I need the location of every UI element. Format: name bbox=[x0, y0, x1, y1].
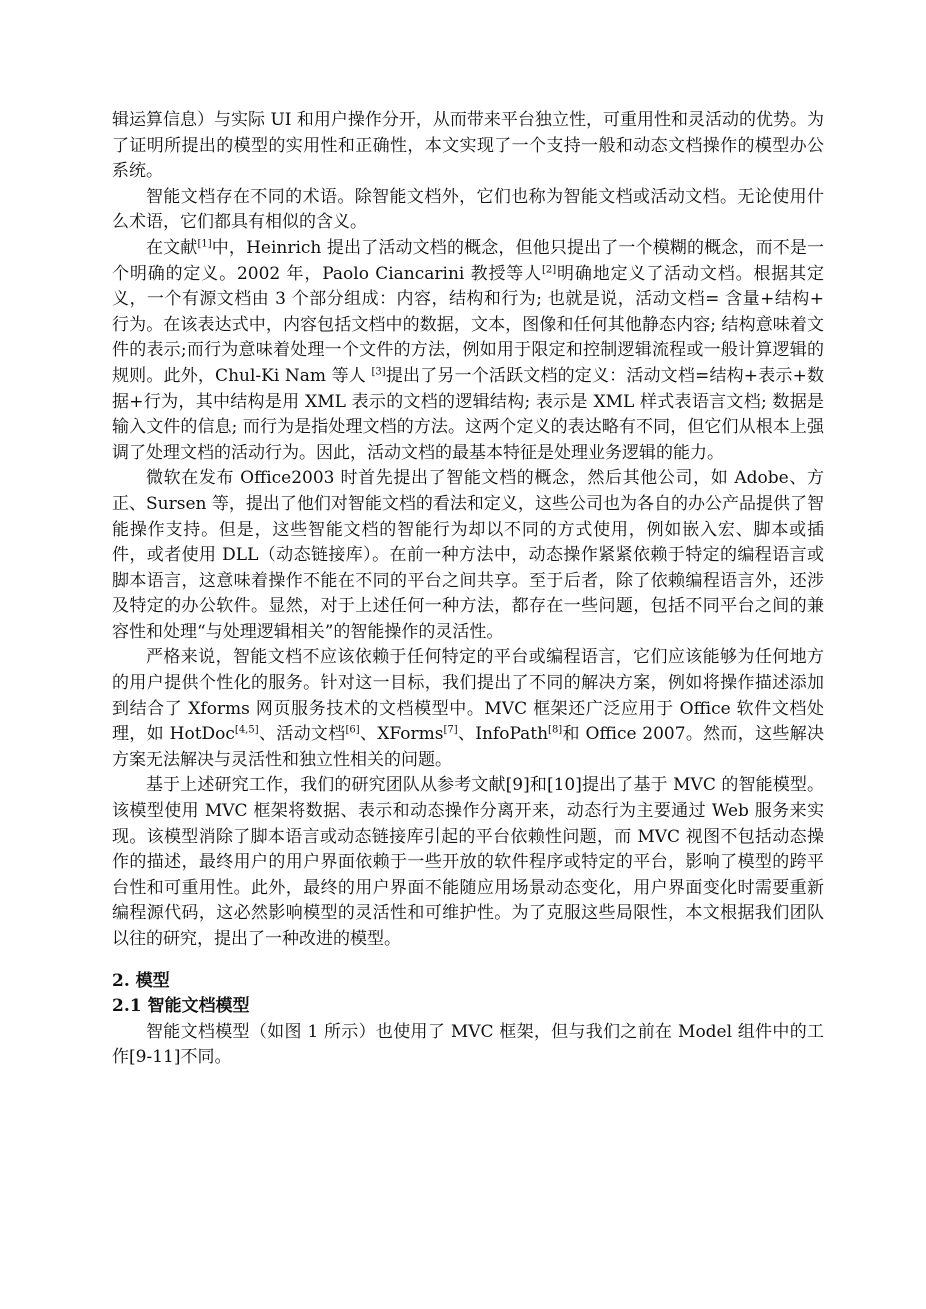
text-run: 智能文档存在不同的术语。除智能文档外，它们也称为智能文档或活动文档。无论使用什么术语，它们都具有相似的含义。 bbox=[112, 186, 824, 233]
paragraph-group bbox=[112, 108, 824, 953]
body-paragraph bbox=[112, 466, 824, 645]
citation-ref: [8] bbox=[548, 724, 563, 736]
text-run: 严格来说，智能文档不应该依赖于任何特定的平台或编程语言，它们应该能够为任何地方的用户提供个性化的服务。针对这一目标，我们提出了不同的解决方案，例如将操作描述添加到结合了 Xforms 网页服务技术的文档模型中。MVC 框架还广泛应用于 Office 软件文档处理，如 HotDoc bbox=[112, 647, 824, 745]
section-spacer bbox=[112, 953, 824, 969]
text-run: 、InfoPath bbox=[457, 724, 549, 745]
document-body bbox=[112, 108, 824, 1071]
text-run: 在文献 bbox=[146, 237, 198, 258]
section-heading: 2. 模型 bbox=[112, 970, 170, 991]
subsection-heading: 2.1 智能文档模型 bbox=[112, 996, 250, 1017]
citation-ref: [3] bbox=[371, 366, 386, 378]
text-run: 基于上述研究工作，我们的研究团队从参考文献[9]和[10]提出了基于 MVC 的智能模型。该模型使用 MVC 框架将数据、表示和动态操作分离开来，动态行为主要通过 Web 服务来实现。该模型消除了脚本语言或动态链接库引起的平台依赖性问题，而 MVC 视图不包括动态操作的描述，最终用户的用户界面依赖于一些开放的软件程序或特定的平台，影响了模型的跨平台性和可重用性。此外，最终的用户界面不能随应用场景动态变化，用户界面变化时需要重新编程源代码，这必然影响模型的灵活性和可维护性。为了克服这些局限性，本文根据我们团队以往的研究，提出了一种改进的模型。 bbox=[112, 775, 824, 949]
text-run: 明确地定义了活动文档。根据其定义，一个有源文档由 3 个部分组成：内容，结构和行为; 也就是说，活动文档= 含量+结构+ 行为。在该表达式中，内容包括文档中的数据，文本，图像和任何其他静态内容; 结构意味着文件的表示;而行为意味着处理一个文件的方法，例如用于限定和控制逻辑流程或一般计算逻辑的规则。此外，Chul-Ki Nam 等人 bbox=[112, 263, 825, 386]
text-run: 、活动文档 bbox=[258, 724, 346, 745]
citation-ref: [4,5] bbox=[234, 724, 259, 736]
text-run: 提出了另一个活跃文档的定义：活动文档=结构+表示+数据+行为，其中结构是用 XML 表示的文档的逻辑结构; 表示是 XML 样式表语言文档; 数据是输入文件的信息; 而行为是指处理文档的方法。这两个定义的表达略有不同，但它们从根本上强调了处理文档的活动行为。因此，活动文档的最基本特征是处理业务逻辑的能力。 bbox=[112, 365, 824, 463]
text-run: 微软在发布 Office2003 时首先提出了智能文档的概念，然后其他公司，如 Adobe、方正、Sursen 等，提出了他们对智能文档的看法和定义，这些公司也为各自的办公产品提供了智能操作支持。但是，这些智能文档的智能行为却以不同的方式使用，例如嵌入宏、脚本或插件，或者使用 DLL（动态链接库）。在前一种方法中，动态操作紧紧依赖于特定的编程语言或脚本语言，这意味着操作不能在不同的平台之间共享。至于后者，除了依赖编程语言外，还涉及特定的办公软件。显然，对于上述任何一种方法，都存在一些问题，包括不同平台之间的兼容性和处理“与处理逻辑相关”的智能操作的灵活性。 bbox=[112, 468, 824, 642]
citation-ref: [1] bbox=[197, 238, 212, 250]
text-run: 辑运算信息）与实际 UI 和用户操作分开，从而带来平台独立性，可重用性和灵活动的优势。为了证明所提出的模型的实用性和正确性，本文实现了一个支持一般和动态文档操作的模型办公系统。 bbox=[112, 110, 824, 182]
citation-ref: [2] bbox=[542, 263, 557, 275]
text-run: 、XForms bbox=[359, 724, 444, 745]
body-paragraph bbox=[112, 108, 824, 185]
text-run: 和 Office 2007。然而，这些解决方案无法解决与灵活性和独立性相关的问题。 bbox=[112, 724, 825, 770]
body-paragraph bbox=[112, 773, 824, 952]
citation-ref: [6] bbox=[345, 724, 360, 736]
text-run: 中，Heinrich 提出了活动文档的概念，但他只提出了一个模糊的概念，而不是一个明确的定义。2002 年，Paolo Ciancarini 教授等人 bbox=[112, 237, 825, 284]
citation-ref: [7] bbox=[443, 724, 458, 736]
body-paragraph bbox=[112, 645, 824, 773]
body-paragraph bbox=[112, 185, 824, 236]
body-paragraph bbox=[112, 236, 824, 466]
body-paragraph-final: 智能文档模型（如图 1 所示）也使用了 MVC 框架，但与我们之前在 Model 组件中的工作[9-11]不同。 bbox=[112, 1021, 824, 1068]
